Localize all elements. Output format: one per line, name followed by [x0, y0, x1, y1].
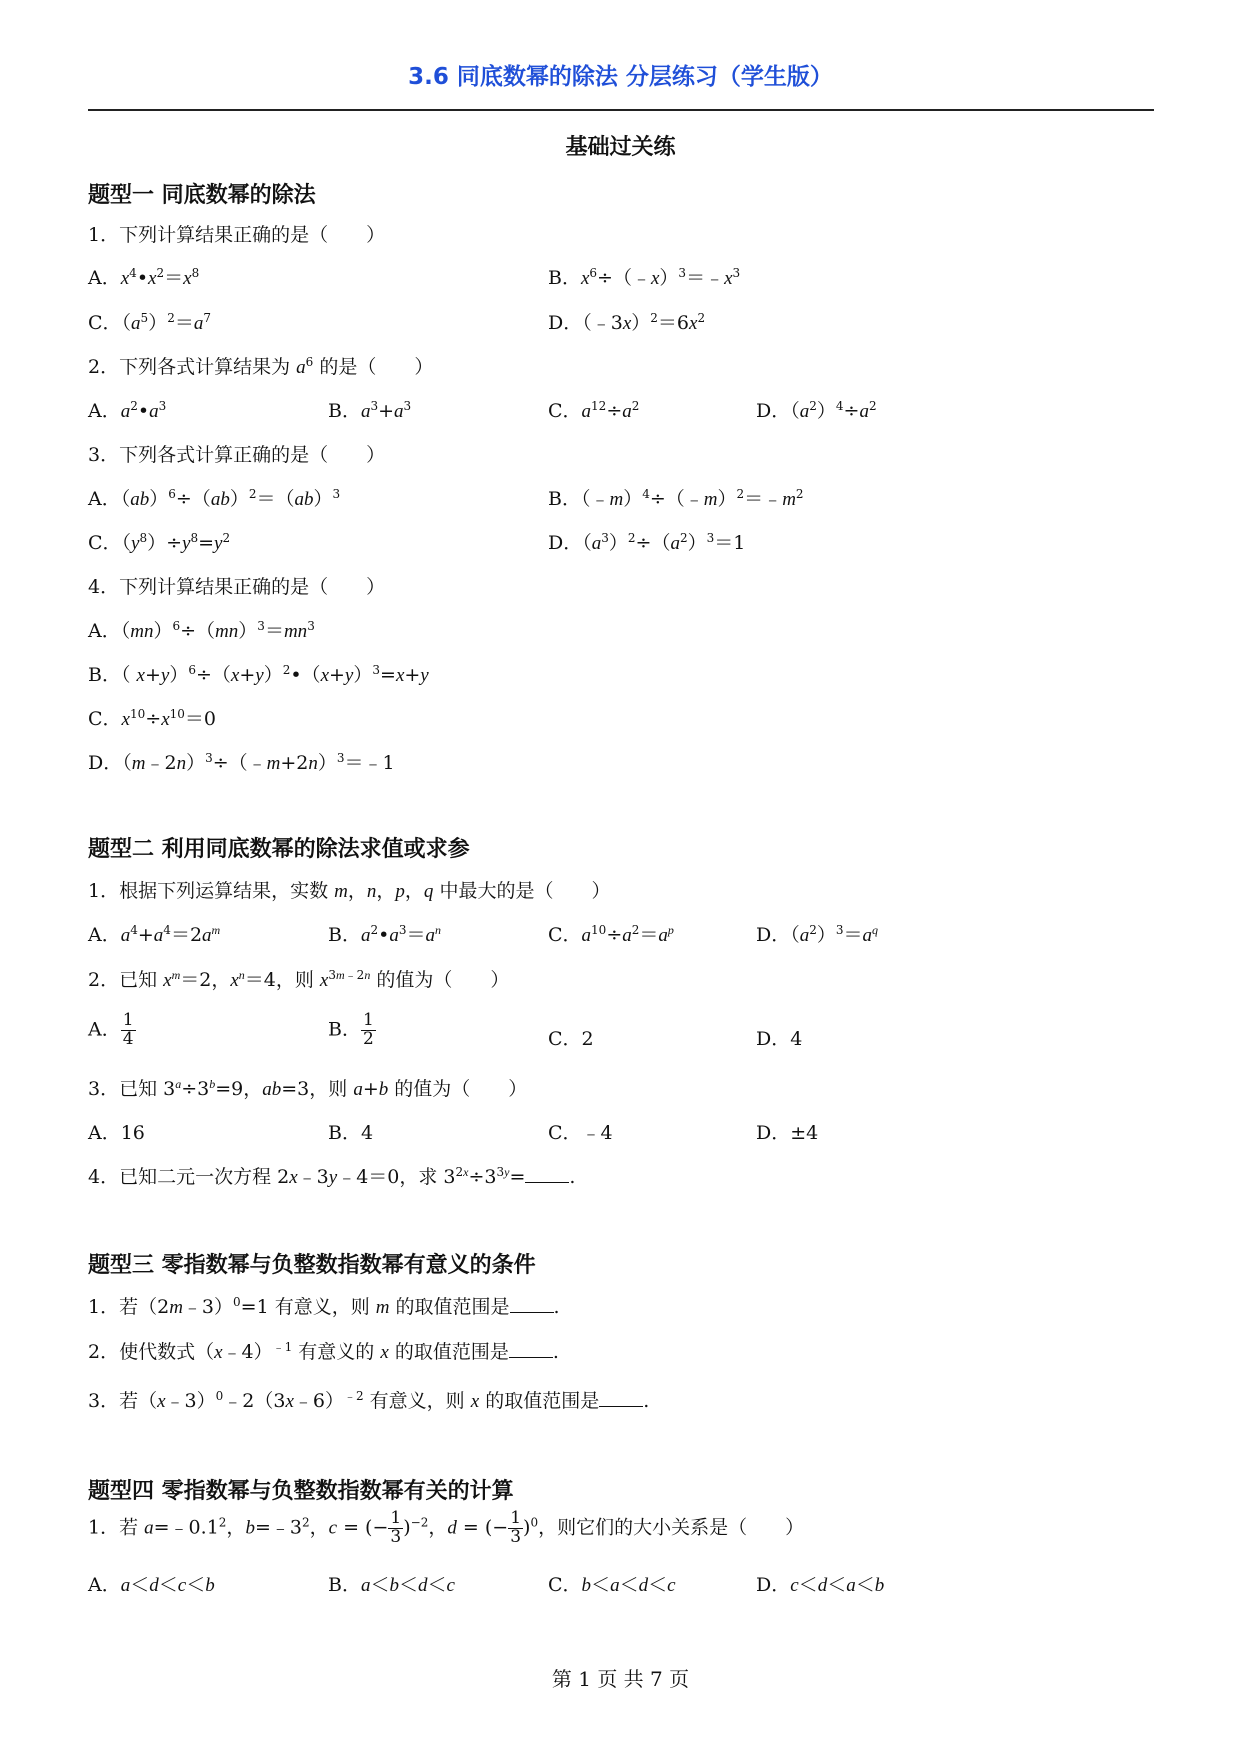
question-stem: 3．已知 $3^a\div 3^b=9$，ab=3，则 a+b 的值为（ ）: [88, 1077, 528, 1100]
section-heading: 题型一 同底数幂的除法: [88, 183, 316, 208]
question-stem: 1．根据下列运算结果，实数 m，n，p，q 中最大的是（ ）: [88, 880, 611, 902]
option-a: A．$x^4•x^2=x^8$: [88, 266, 200, 289]
header-divider: [88, 109, 1154, 111]
option-a: A．$a^4+a^4=2a^m$: [88, 923, 221, 946]
option-d: D．4: [756, 1028, 803, 1050]
option-a: A． $\frac{1}{4}$: [88, 1010, 134, 1049]
answer-blank[interactable]: [525, 1166, 569, 1183]
option-b: B．（ $x+y)^6\div(x+y)^2•(x+y)^3=x+y$: [88, 663, 429, 686]
option-c: C．$a^{12}\div a^2$: [548, 399, 640, 422]
option-d: D．（m﹣2n）$^3$÷（﹣m+2n）$^3$＝﹣1: [88, 751, 395, 774]
option-c: C．$x^{10}\div x^{10}=0$: [88, 707, 216, 730]
question-stem: 3．下列各式计算正确的是（ ）: [88, 444, 386, 466]
option-d: D．c＜d＜a＜b: [756, 1574, 885, 1596]
option-b: B．a＜b＜d＜c: [328, 1574, 455, 1596]
question-stem: 2．下列各式计算结果为 $a^6$ 的是（ ）: [88, 355, 434, 378]
level-title: 基础过关练: [565, 135, 676, 160]
fraction: $\frac{1}{4}$: [122, 1010, 134, 1049]
question-stem: 1．若 $a=﹣0.1^2$，$b=﹣3^2$，c = (− $\frac{1}{3}$ )$^{-2}$，d = (− $\frac{1}{3}$ )$^0$，则它们的大小关系是（ ）: [88, 1508, 805, 1547]
page-title: 3.6 同底数幂的除法 分层练习（学生版）: [408, 64, 833, 90]
fraction: $\frac{1}{2}$: [362, 1010, 374, 1049]
option-a: A．16: [88, 1122, 145, 1144]
section-heading: 题型二 利用同底数幂的除法求值或求参: [88, 837, 470, 862]
question-stem: 1．下列计算结果正确的是（ ）: [88, 224, 386, 246]
section-heading: 题型三 零指数幂与负整数指数幂有意义的条件: [88, 1253, 536, 1278]
question-stem: 1．若（2m﹣3）$^0$=1 有意义，则 m 的取值范围是 .: [88, 1295, 560, 1318]
question-stem: 4．下列计算结果正确的是（ ）: [88, 576, 386, 598]
option-b: B．$a^2•a^3=a^n$: [328, 923, 441, 946]
section-heading: 题型四 零指数幂与负整数指数幂有关的计算: [88, 1479, 514, 1504]
option-b: B．$(﹣m)^4\div(﹣m)^2=﹣m^2$: [548, 487, 804, 510]
question-stem: 4．已知二元一次方程 2x﹣3y﹣4＝0，求 $3^{2x}\div 3^{3y}=$ .: [88, 1165, 576, 1188]
answer-blank[interactable]: [599, 1390, 643, 1407]
option-c: C．$(y^8)\div y^8=y^2$: [88, 531, 231, 554]
page-footer: 第 1 页 共 7 页: [551, 1667, 690, 1691]
question-stem: 3．若（x﹣3）$^0$﹣2（3x﹣6）$^{﹣2}$ 有意义，则 x 的取值范围是 .: [88, 1389, 650, 1412]
answer-blank[interactable]: [510, 1296, 554, 1313]
option-a: A．$a^2•a^3$: [88, 399, 167, 422]
option-b: B． $\frac{1}{2}$: [328, 1010, 374, 1049]
option-c: C．2: [548, 1028, 594, 1050]
answer-blank[interactable]: [509, 1341, 553, 1358]
option-c: C．$(a^5)^2=a^7$: [88, 311, 211, 334]
option-b: B．$a^3+a^3$: [328, 399, 412, 422]
option-a: A．$(mn)^6\div(mn)^3=mn^3$: [88, 619, 315, 642]
option-b: B．$x^6\div(﹣x)^3=﹣x^3$: [548, 266, 741, 289]
option-d: D．±4: [756, 1122, 819, 1144]
question-stem: 2．使代数式（x﹣4）$^{﹣1}$ 有意义的 x 的取值范围是 .: [88, 1340, 559, 1363]
option-d: D．$(a^2)^3=a^q$: [756, 923, 879, 946]
option-a: A．（ab）$^6$÷（ab）$^2$＝（ab）$^3$: [88, 487, 341, 510]
question-stem: 2．已知 $x^m=2$，$x^n=4$，则 $x^{3m﹣2n}$ 的值为（ ）: [88, 968, 510, 991]
option-c: C．﹣4: [548, 1122, 613, 1144]
option-c: C．b＜a＜d＜c: [548, 1574, 676, 1596]
option-b: B．4: [328, 1122, 374, 1144]
option-d: D．$(a^2)^4\div a^2$: [756, 399, 877, 422]
option-a: A．a＜d＜c＜b: [88, 1574, 215, 1596]
option-d: D．$(a^3)^2\div(a^2)^3=1$: [548, 531, 746, 554]
option-d: D．$(﹣3x)^2=6x^2$: [548, 311, 706, 334]
option-c: C．$a^{10}\div a^2=a^p$: [548, 923, 674, 946]
